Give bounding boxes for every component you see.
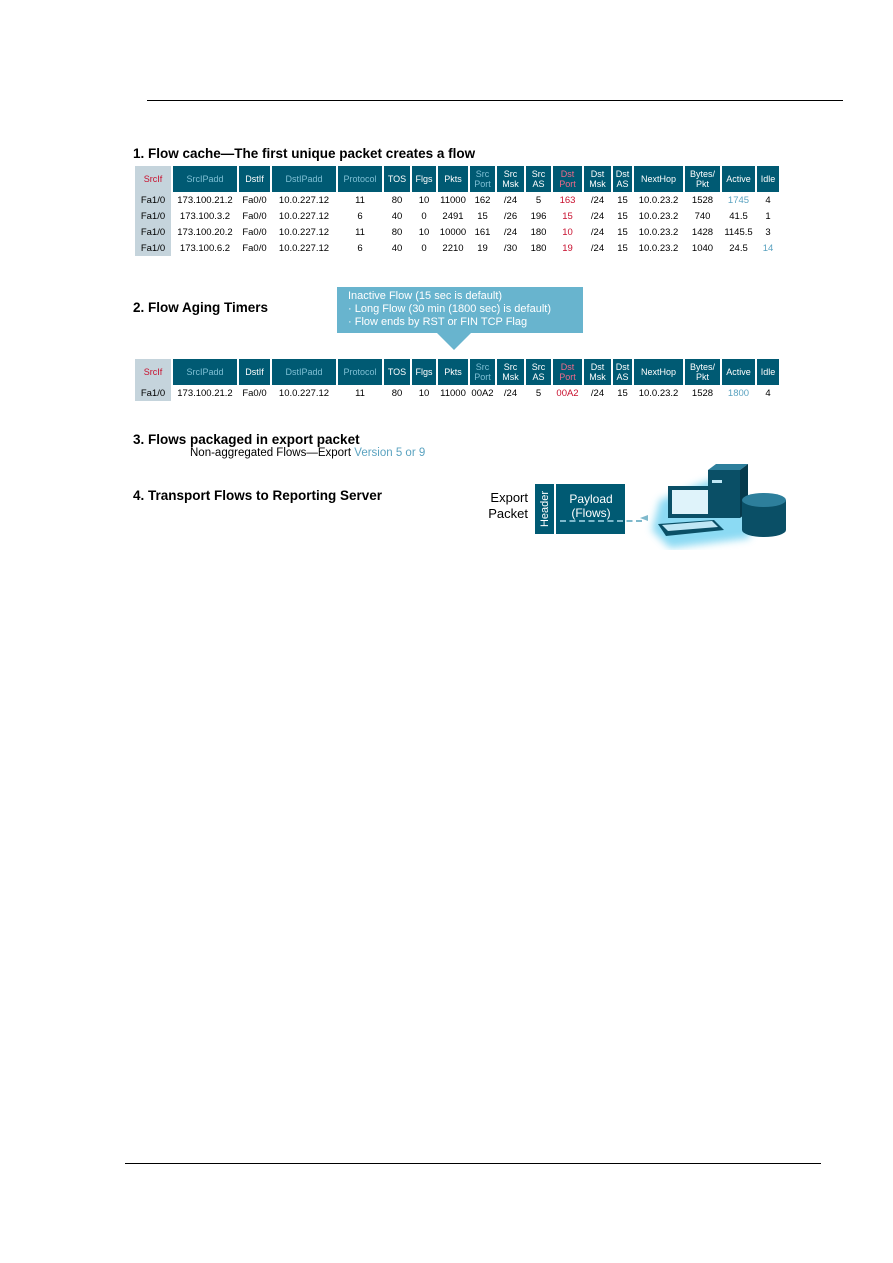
column-header	[338, 359, 382, 385]
column-header-label: Msk	[589, 179, 606, 189]
table-cell: Fa1/0	[135, 385, 171, 401]
table-cell: 173.100.21.2	[177, 387, 233, 399]
table-cell: 1040	[691, 242, 714, 254]
column-header-label: Pkts	[444, 367, 462, 377]
column-header	[272, 359, 336, 385]
column-header	[135, 359, 171, 385]
callout-line: · Long Flow (30 min (1800 sec) is default)	[348, 303, 551, 315]
export-version: Version 5 or 9	[354, 447, 426, 459]
payload-label: Payload	[569, 492, 613, 506]
table-cell: 10.0.23.2	[638, 194, 679, 206]
column-header	[722, 359, 755, 385]
table-cell: 163	[559, 194, 576, 206]
table-cell: 10.0.227.12	[278, 387, 330, 399]
table-cell: 4	[765, 387, 771, 399]
table-cell: 10.0.23.2	[638, 242, 679, 254]
table-cell: 3	[765, 226, 771, 238]
export-subtitle-text: Non-aggregated Flows—Export	[190, 447, 355, 459]
table-cell: 4	[765, 194, 771, 206]
column-header	[338, 166, 382, 192]
column-header	[584, 359, 611, 385]
table-cell: 10.0.23.2	[638, 210, 679, 222]
column-header	[526, 359, 551, 385]
table-cell: 40	[391, 210, 403, 222]
column-header-label: Dst	[560, 169, 575, 179]
column-header-label: Port	[559, 372, 576, 382]
column-header-label: Dst	[615, 362, 630, 372]
column-header	[470, 166, 495, 192]
aging-callout	[337, 287, 583, 333]
table-cell: 162	[474, 194, 491, 206]
table-row	[135, 192, 779, 208]
table-cell: 196	[530, 210, 547, 222]
column-header-label: Pkt	[695, 179, 709, 189]
column-header	[634, 166, 683, 192]
table-cell: Fa0/0	[242, 242, 267, 254]
section-1-title: 1. Flow cache—The first unique packet creates a flow	[133, 146, 476, 161]
table-cell: 173.100.6.2	[179, 242, 231, 254]
table-cell: Fa1/0	[135, 192, 171, 208]
table-cell: 5	[535, 387, 542, 399]
table-row	[135, 240, 779, 256]
table-cell: 40	[391, 242, 403, 254]
table-cell: 10.0.227.12	[278, 242, 330, 254]
table-header-row	[135, 359, 779, 385]
table-cell: Fa1/0	[135, 208, 171, 224]
top-rule	[147, 100, 843, 101]
table-cell: 10	[562, 226, 573, 238]
table-cell: /30	[503, 242, 518, 254]
packet-header	[535, 484, 556, 534]
column-header	[497, 166, 524, 192]
table-cell: 10	[418, 226, 430, 238]
packet-header-label: Header	[538, 490, 551, 528]
column-header-label: Src	[475, 362, 490, 372]
column-header	[438, 166, 468, 192]
column-header-label: NextHop	[640, 174, 676, 184]
column-header	[634, 359, 683, 385]
table-cell: 1528	[691, 194, 714, 206]
export-packet	[535, 484, 625, 534]
table-cell: 80	[391, 194, 403, 206]
callout-line: Inactive Flow (15 sec is default)	[348, 290, 503, 302]
column-header-label: Pkts	[444, 174, 462, 184]
column-header-label: Dst	[590, 362, 605, 372]
table-cell: /24	[503, 387, 518, 399]
table-cell: Fa1/0	[135, 240, 171, 256]
column-header-label: AS	[616, 372, 629, 382]
table-cell: 2491	[442, 210, 464, 222]
column-header	[613, 166, 632, 192]
column-header	[757, 359, 779, 385]
column-header-label: NextHop	[640, 367, 676, 377]
column-header-label: Src	[531, 169, 546, 179]
table-cell: 00A2	[471, 387, 494, 399]
column-header	[526, 166, 551, 192]
table-cell: /24	[590, 226, 605, 238]
column-header	[239, 166, 270, 192]
table-cell: 15	[617, 210, 628, 222]
column-header-label: Idle	[760, 174, 776, 184]
packet-payload	[557, 492, 625, 520]
table-cell: 6	[357, 242, 363, 254]
bottom-rule	[125, 1163, 821, 1164]
table-cell: 15	[477, 210, 488, 222]
tower-front	[708, 470, 740, 518]
table-cell: 80	[391, 387, 403, 399]
table-cell: /24	[590, 242, 605, 254]
column-header	[412, 166, 436, 192]
column-header-label: TOS	[387, 174, 407, 184]
column-header	[497, 359, 524, 385]
column-header-label: DstIf	[245, 367, 264, 377]
table-cell: 10.0.23.2	[638, 226, 679, 238]
table-cell: 15	[562, 210, 573, 222]
table-cell: Fa0/0	[242, 387, 267, 399]
column-header	[173, 359, 237, 385]
column-header	[135, 166, 171, 192]
column-header-label: SrcIf	[143, 367, 163, 377]
table-cell: 80	[391, 226, 403, 238]
column-header-label: DstIPadd	[285, 367, 323, 377]
export-subtitle	[190, 447, 425, 459]
column-header-label: Src	[503, 362, 518, 372]
flow-cache-table	[133, 166, 781, 256]
table-cell: 11000	[440, 387, 466, 399]
table-cell: 180	[530, 226, 547, 238]
column-header-label: Dst	[560, 362, 575, 372]
column-header-label: AS	[532, 372, 545, 382]
column-header-label: DstIf	[245, 174, 264, 184]
table-cell: /24	[590, 387, 605, 399]
section-4-title: 4. Transport Flows to Reporting Server	[133, 488, 383, 503]
table-cell: /24	[503, 226, 518, 238]
column-header	[384, 166, 410, 192]
column-header-label: Port	[474, 179, 491, 189]
table-row	[135, 224, 779, 240]
table-cell: Fa1/0	[135, 224, 171, 240]
table-cell: 0	[421, 210, 427, 222]
column-header-label: Protocol	[343, 174, 377, 184]
table-cell: 10.0.23.2	[638, 387, 679, 399]
table-cell: 173.100.20.2	[177, 226, 233, 238]
monitor-screen	[672, 490, 708, 514]
table-cell: 173.100.3.2	[179, 210, 231, 222]
column-header-label: Idle	[760, 367, 776, 377]
column-header-label: SrcIPadd	[186, 174, 224, 184]
column-header	[553, 166, 582, 192]
table-cell: 173.100.21.2	[177, 194, 233, 206]
table-cell: 5	[535, 194, 542, 206]
table-cell: 161	[474, 226, 491, 238]
table-cell: 10.0.227.12	[278, 210, 330, 222]
table-cell: 10.0.227.12	[278, 194, 330, 206]
table-cell: 00A2	[556, 387, 579, 399]
arrow-head	[640, 515, 648, 521]
table-cell: 15	[617, 387, 628, 399]
callout-pointer	[437, 333, 471, 350]
column-header-label: AS	[532, 179, 545, 189]
table-cell: Fa0/0	[242, 210, 267, 222]
callout-line: · Flow ends by RST or FIN TCP Flag	[348, 316, 528, 328]
column-header-label: Active	[726, 174, 751, 184]
table-cell: 1800	[727, 387, 750, 399]
table-cell: 1745	[727, 194, 750, 206]
table-cell: 1528	[691, 387, 714, 399]
table-cell: 14	[762, 242, 774, 254]
column-header	[239, 359, 270, 385]
section-2-title: 2. Flow Aging Timers	[133, 300, 269, 315]
column-header-label: Active	[726, 367, 751, 377]
aging-table	[133, 359, 781, 401]
table-cell: 11000	[440, 194, 466, 206]
column-header-label: Protocol	[343, 367, 377, 377]
table-cell: 41.5	[729, 210, 748, 222]
column-header-label: Dst	[615, 169, 630, 179]
table-cell: 11	[355, 387, 365, 399]
tower-slot	[712, 480, 722, 483]
column-header-label: SrcIPadd	[186, 367, 224, 377]
transport-arrow	[560, 520, 642, 522]
column-header-label: Flgs	[415, 174, 433, 184]
table-header-row	[135, 166, 779, 192]
table-cell: 740	[694, 210, 711, 222]
column-header-label: Src	[503, 169, 518, 179]
section-3-title: 3. Flows packaged in export packet	[133, 432, 360, 447]
table-cell: Fa0/0	[242, 194, 267, 206]
table-cell: 11	[355, 226, 365, 238]
column-header	[412, 359, 436, 385]
table-cell: 24.5	[729, 242, 748, 254]
table-row	[135, 385, 779, 401]
table-cell: 10.0.227.12	[278, 226, 330, 238]
table-cell: 10000	[439, 226, 467, 238]
table-cell: 180	[530, 242, 547, 254]
column-header-label: AS	[616, 179, 629, 189]
column-header	[272, 166, 336, 192]
export-label-line: Export	[490, 490, 528, 505]
table-cell: 2210	[442, 242, 464, 254]
table-cell: 15	[617, 242, 628, 254]
column-header-label: Src	[475, 169, 490, 179]
column-header-label: Msk	[589, 372, 606, 382]
table-cell: 6	[357, 210, 363, 222]
column-header	[438, 359, 468, 385]
table-cell: 15	[617, 226, 628, 238]
column-header-label: Port	[474, 372, 491, 382]
column-header	[722, 166, 755, 192]
column-header-label: SrcIf	[143, 174, 163, 184]
column-header-label: Msk	[502, 179, 519, 189]
column-header-label: Dst	[590, 169, 605, 179]
table-cell: 10	[418, 194, 430, 206]
export-packet-label	[470, 490, 528, 522]
column-header-label: TOS	[387, 367, 407, 377]
table-cell: 0	[421, 242, 427, 254]
table-cell: 19	[562, 242, 573, 254]
column-header-label: Src	[531, 362, 546, 372]
column-header	[685, 166, 720, 192]
column-header	[173, 166, 237, 192]
database-top	[742, 493, 786, 507]
export-label-line: Packet	[488, 506, 528, 521]
table-row	[135, 208, 779, 224]
column-header	[470, 359, 495, 385]
column-header	[613, 359, 632, 385]
column-header	[685, 359, 720, 385]
column-header	[384, 359, 410, 385]
table-cell: 10	[418, 387, 430, 399]
table-cell: 1428	[691, 226, 714, 238]
column-header-label: Pkt	[695, 372, 709, 382]
column-header-label: DstIPadd	[285, 174, 323, 184]
table-cell: Fa0/0	[242, 226, 267, 238]
column-header	[757, 166, 779, 192]
column-header-label: Msk	[502, 372, 519, 382]
column-header	[553, 359, 582, 385]
table-cell: /26	[503, 210, 518, 222]
table-cell: /24	[590, 194, 605, 206]
table-cell: /24	[503, 194, 518, 206]
reporting-server-icon	[640, 460, 790, 550]
column-header	[584, 166, 611, 192]
table-cell: 11	[355, 194, 365, 206]
column-header-label: Flgs	[415, 367, 433, 377]
table-cell: 15	[617, 194, 628, 206]
table-cell: 19	[477, 242, 488, 254]
payload-label: (Flows)	[571, 506, 611, 520]
table-cell: 1145.5	[724, 226, 753, 238]
column-header-label: Bytes/	[689, 169, 715, 179]
table-cell: /24	[590, 210, 605, 222]
column-header-label: Port	[559, 179, 576, 189]
column-header-label: Bytes/	[689, 362, 715, 372]
table-cell: 1	[765, 210, 771, 222]
